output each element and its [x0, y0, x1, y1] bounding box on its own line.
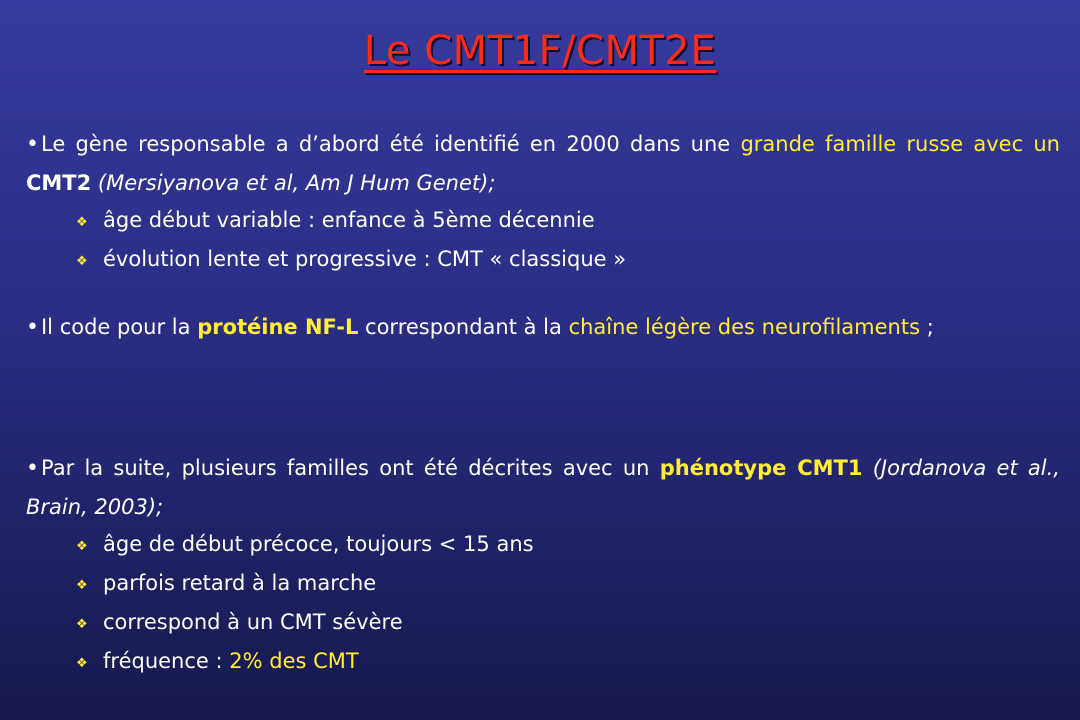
- diamond-bullet-icon: ❖: [76, 215, 88, 230]
- diamond-bullet-icon: ❖: [76, 254, 88, 269]
- p1-cmt2: CMT2: [26, 171, 92, 195]
- p1-sub-item: [76, 201, 595, 239]
- p2-text-2: correspondant à la: [358, 315, 569, 339]
- p2-text-1: Il code pour la: [40, 315, 198, 339]
- p3-sub-item: [76, 564, 376, 602]
- diamond-bullet-icon: ❖: [76, 578, 88, 593]
- p3-citation: (Jordanova et al., Brain, 2003);: [26, 456, 1060, 519]
- p2-protein: protéine NF-L: [197, 315, 359, 339]
- p3-sub-item: [76, 525, 534, 563]
- diamond-bullet-icon: ❖: [76, 656, 88, 671]
- p3-text-1: Par la suite, plusieurs familles ont été décrites avec un: [40, 456, 660, 480]
- p1-highlight-family: grande famille russe avec un: [740, 132, 1060, 156]
- bullet-icon: •: [26, 132, 39, 157]
- slide-title: Le CMT1F/CMT2E: [363, 28, 717, 74]
- p3-sub-item: [76, 603, 403, 641]
- p3-frequency-highlight: 2% des CMT: [229, 649, 359, 673]
- p1-sub-text: âge début variable : enfance à 5ème décennie: [103, 208, 595, 232]
- p3-phenotype: phénotype CMT1: [659, 456, 863, 480]
- p2-text-3: ;: [920, 315, 934, 339]
- p1-citation: (Mersiyanova et al, Am J Hum Genet);: [91, 171, 496, 195]
- p3-sub-text: correspond à un CMT sévère: [103, 610, 403, 634]
- p1-sub-item: [76, 240, 626, 278]
- p3-sub-item: [76, 642, 359, 680]
- p2-highlight-chain: chaîne légère des neurofilaments: [568, 315, 921, 339]
- diamond-bullet-icon: ❖: [76, 539, 88, 554]
- paragraph-nfl-protein: [26, 308, 1060, 347]
- p3-sub-text: parfois retard à la marche: [103, 571, 377, 595]
- bullet-icon: •: [26, 315, 39, 340]
- p3-sub-text: fréquence :: [103, 649, 230, 673]
- bullet-icon: •: [26, 456, 39, 481]
- paragraph-cmt1-phenotype: [26, 449, 1060, 526]
- p3-sub-text: âge de début précoce, toujours < 15 ans: [103, 532, 534, 556]
- p1-text-1: Le gène responsable a d’abord été identifié en 2000 dans une: [40, 132, 741, 156]
- diamond-bullet-icon: ❖: [76, 617, 88, 632]
- paragraph-gene-identification: [26, 125, 1060, 202]
- p1-sub-text: évolution lente et progressive : CMT « classique »: [103, 247, 627, 271]
